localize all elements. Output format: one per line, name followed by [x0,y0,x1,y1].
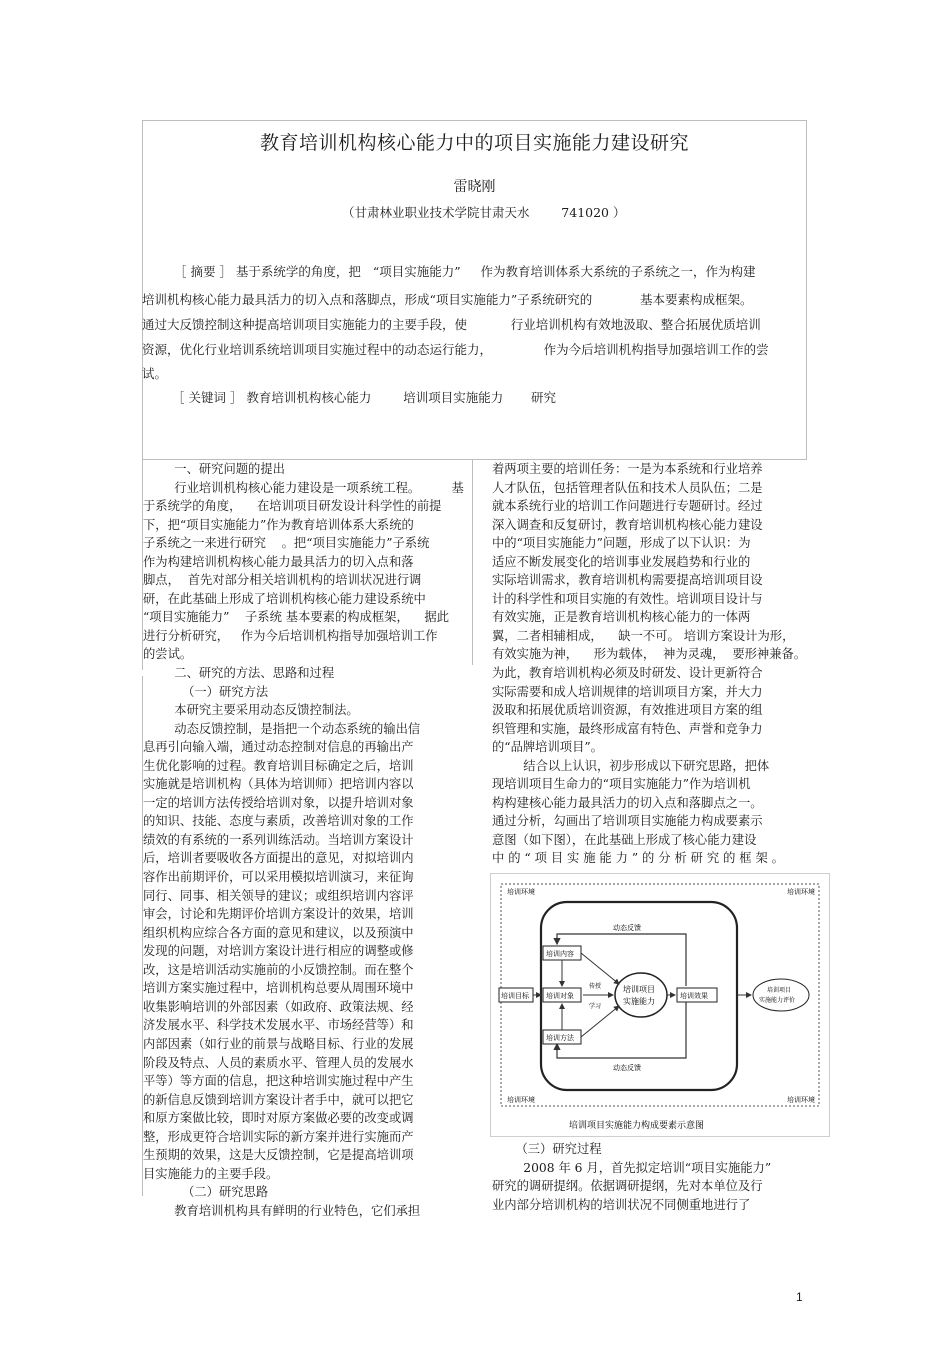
core-label: 培训项目 [623,985,655,994]
body-text-line: 实际培训需求，教育培训机构需要提高培训项目设 [492,573,763,588]
body-text-line: （三）研究过程 [492,1142,602,1156]
author-affiliation: （甘肃林业职业技术学院甘肃天水 741020 ） [342,205,626,220]
body-text-line: 组织机构应综合各方面的意见和建议，以及预演中 [143,925,414,940]
body-text-line: 有效实施，正是教育培训机构核心能力的一体两 [492,610,751,625]
body-text-line: 本研究主要采用动态反馈控制法。 [143,703,359,718]
body-text-line: 于系统学的角度， 在培训项目研发设计科学性的前提 [143,499,442,514]
body-text-line: 收集影响培训的外部因素（如政府、政策法规、经 [143,999,414,1014]
abstract-line: 培训机构核心能力最具活力的切入点和落脚点，形成“项目实施能力”子系统研究的 基本要素构成框架。 [142,292,753,307]
framework-diagram [491,874,829,1136]
body-text-line: 为此，教育培训机构必须及时研发、设计更新符合 [492,666,763,681]
body-text-line: 生预期的效果，这是大反馈控制，它是提高培训项 [143,1148,414,1163]
corner-label: 培训环境 [507,1096,535,1104]
abstract-line: 资源，优化行业培训系统培训项目实施过程中的动态运行能力， 作为今后培训机构指导加强培训工作的尝 [142,342,769,357]
body-text-line: 中的“项目实施能力”问题，形成了以下认识：为 [492,536,751,551]
corner-label: 培训环境 [787,888,815,896]
body-text-line: 教育培训机构具有鲜明的行业特色，它们承担 [143,1203,421,1218]
arrow-label: 学习 [589,1003,602,1010]
feedback-label: 动态反馈 [613,1064,641,1072]
evaluation-label: 培训项目 [767,987,792,994]
body-text-line: 后，培训者要吸收各方面提出的意见，对拟培训内 [143,851,414,866]
body-text-line: （二）研究思路 [143,1185,269,1200]
framework-figure [490,873,830,1137]
body-text-line: 脚点， 首先对部分相关培训机构的培训状况进行调 [143,573,422,588]
body-text-line: 通过分析，勾画出了培训项目实施能力构成要素示 [492,814,763,829]
body-text-line: 目实施能力的主要手段。 [143,1166,279,1181]
body-text-line: 结合以上认识，初步形成以下研究思路，把体 [492,758,770,773]
author-name: 雷晓刚 [453,179,496,195]
body-text-line: 深入调查和反复研讨，教育培训机构核心能力建设 [492,517,763,532]
body-text-line: 发现的问题，对培训方案设计进行相应的调整或修 [143,944,414,959]
body-text-line: 现培训项目生命力的“项目实施能力”作为培训机 [492,777,751,792]
body-text-line: 进行分析研究， 作为今后培训机构指导加强培训工作 [143,628,438,643]
body-text-line: 人才队伍，包括管理者队伍和技术人员队伍；二是 [492,480,763,495]
abstract-line: 通过大反馈控制这种提高培训项目实施能力的主要手段，使 行业培训机构有效地汲取、整合拓展优质培训 [142,317,761,332]
body-text-line: 和原方案做比较，即时对原方案做必要的改变或调 [143,1111,414,1126]
body-text-line: 着两项主要的培训任务：一是为本系统和行业培养 [492,462,763,476]
body-text-line: 作为构建培训机构核心能力最具活力的切入点和落 [143,554,414,569]
body-text-line: 内部因素（如行业的前景与战略目标、行业的发展 [143,1036,414,1051]
body-text-line: 生优化影响的过程。教育培训目标确定之后，培训 [143,758,414,773]
corner-label: 培训环境 [787,1096,815,1104]
body-text-line: 容作出前期评价，可以采用模拟培训演习，来征询 [143,870,414,885]
result-box-label: 培训效果 [680,992,708,1000]
inner-box-label: 培训对象 [546,992,574,1000]
body-text-line: 的尝试。 [143,647,193,662]
body-text-line: 实际需要和成人培训规律的培训项目方案，并大力 [492,684,763,699]
corner-label: 培训环境 [507,888,535,896]
body-text-line: （一）研究方法 [143,684,269,699]
body-text-line: 实施就是培训机构（具体为培训师）把培训内容以 [143,777,414,792]
right-body-column-continued [492,1140,812,1214]
body-text-line: 中 的 “ 项 目 实 施 能 力 ” 的 分 析 研 究 的 框 架 。 [492,851,784,866]
keywords-line: ［ 关键词 ］ 教育培训机构核心能力 培训项目实施能力 研究 [172,390,557,405]
inner-box-label: 培训方法 [546,1034,574,1042]
figure-caption: 培训项目实施能力构成要素示意图 [569,1121,705,1131]
body-text-line: 研，在此基础上形成了培训机构核心能力建设系统中 [143,591,426,606]
body-text-line: 培训方案实施过程中，培训机构总要从周围环境中 [143,981,414,996]
body-text-line: 绩效的有系统的一系列训练活动。当培训方案设计 [143,832,414,847]
body-text-line: 意图（如下图），在此基础上形成了核心能力建设 [492,832,757,847]
abstract-line: ［ 摘要 ］ 基于系统学的角度，把 “项目实施能力” 作为教育培训体系大系统的子系统之一，作为构建 [174,264,756,279]
body-text-line: 整，形成更符合培训实际的新方案并进行实施而产 [143,1129,414,1144]
body-text-line: 业内部分培训机构的培训状况不同侧重地进行了 [492,1197,751,1212]
body-text-line: 研究的调研提纲。依据调研提纲，先对本单位及行 [492,1179,763,1194]
body-text-line: 动态反馈控制，是指把一个动态系统的输出信 [143,721,421,736]
left-body-column [143,460,473,1220]
body-text-line: 二、研究的方法、思路和过程 [143,666,335,681]
body-text-line: 就本系统行业的培训工作问题进行专题研讨。经过 [492,499,763,514]
paper-title: 教育培训机构核心能力中的项目实施能力建设研究 [259,132,689,154]
right-body-column [492,460,812,868]
goal-box-label: 培训目标 [501,992,529,1000]
abstract-line: 试。 [142,366,168,381]
inner-box-label: 培训内容 [546,950,574,958]
evaluation-node [753,979,809,1011]
body-text-line: 适应不断发展变化的培训事业发展趋势和行业的 [492,554,751,569]
body-text-line: 一、研究问题的提出 [143,462,285,476]
body-text-line: 的新信息反馈到培训方案设计者手中，就可以把它 [143,1092,414,1107]
body-text-line: 息再引向输入端，通过动态控制对信息的再输出产 [143,740,414,755]
body-text-line: 阶段及特点、人员的素质水平、管理人员的发展水 [143,1055,414,1070]
body-text-line: 汲取和拓展优质培训资源，有效推进项目方案的组 [492,703,763,718]
body-text-line: 行业培训机构核心能力建设是一项系统工程。 基 [143,480,464,495]
body-text-line: 构构建核心能力最具活力的切入点和落脚点之一。 [492,795,763,810]
body-text-line: 的“品牌培训项目”。 [492,740,603,755]
core-label: 实施能力 [623,997,655,1006]
arrow-label: 传授 [589,983,602,990]
body-text-line: 的知识、技能、态度与素质，改善培训对象的工作 [143,814,414,829]
body-text-line: 翼，二者相辅相成， 缺一不可。 培训方案设计为形， [492,628,795,643]
evaluation-label: 实施能力评价 [759,997,796,1004]
body-text-line: 平等）等方面的信息，把这种培训实施过程中产生 [143,1074,414,1089]
feedback-label: 动态反馈 [613,924,641,932]
body-text-line: 同行、同事、相关领导的建议；或组织培训内容评 [143,888,414,903]
body-text-line: 2008 年 6 月，首先拟定培训“项目实施能力” [492,1160,772,1175]
body-text-line: 子系统之一来进行研究 。把“项目实施能力”子系统 [143,536,430,551]
body-text-line: 一定的培训方法传授给培训对象，以提升培训对象 [143,795,414,810]
body-text-line: 审会，讨论和先期评价培训方案设计的效果，培训 [143,907,414,922]
body-text-line: 下，把“项目实施能力”作为教育培训体系大系统的 [143,517,414,532]
body-text-line: 有效实施为神， 形为载体， 神为灵魂， 要形神兼备。 [492,647,807,662]
body-text-line: 改，这是培训活动实施前的小反馈控制。而在整个 [143,962,414,977]
body-text-line: “项目实施能力” 子系统 基本要素的构成框架， 据此 [143,610,449,625]
core-ellipse [615,973,667,1017]
page-number: 1 [796,1290,803,1304]
body-text-line: 织管理和实施，最终形成富有特色、声誉和竞争力 [492,721,763,736]
body-text-line: 计的科学性和项目实施的有效性。培训项目设计与 [492,591,763,606]
body-text-line: 济发展水平、科学技术发展水平、市场经营等）和 [143,1018,414,1033]
